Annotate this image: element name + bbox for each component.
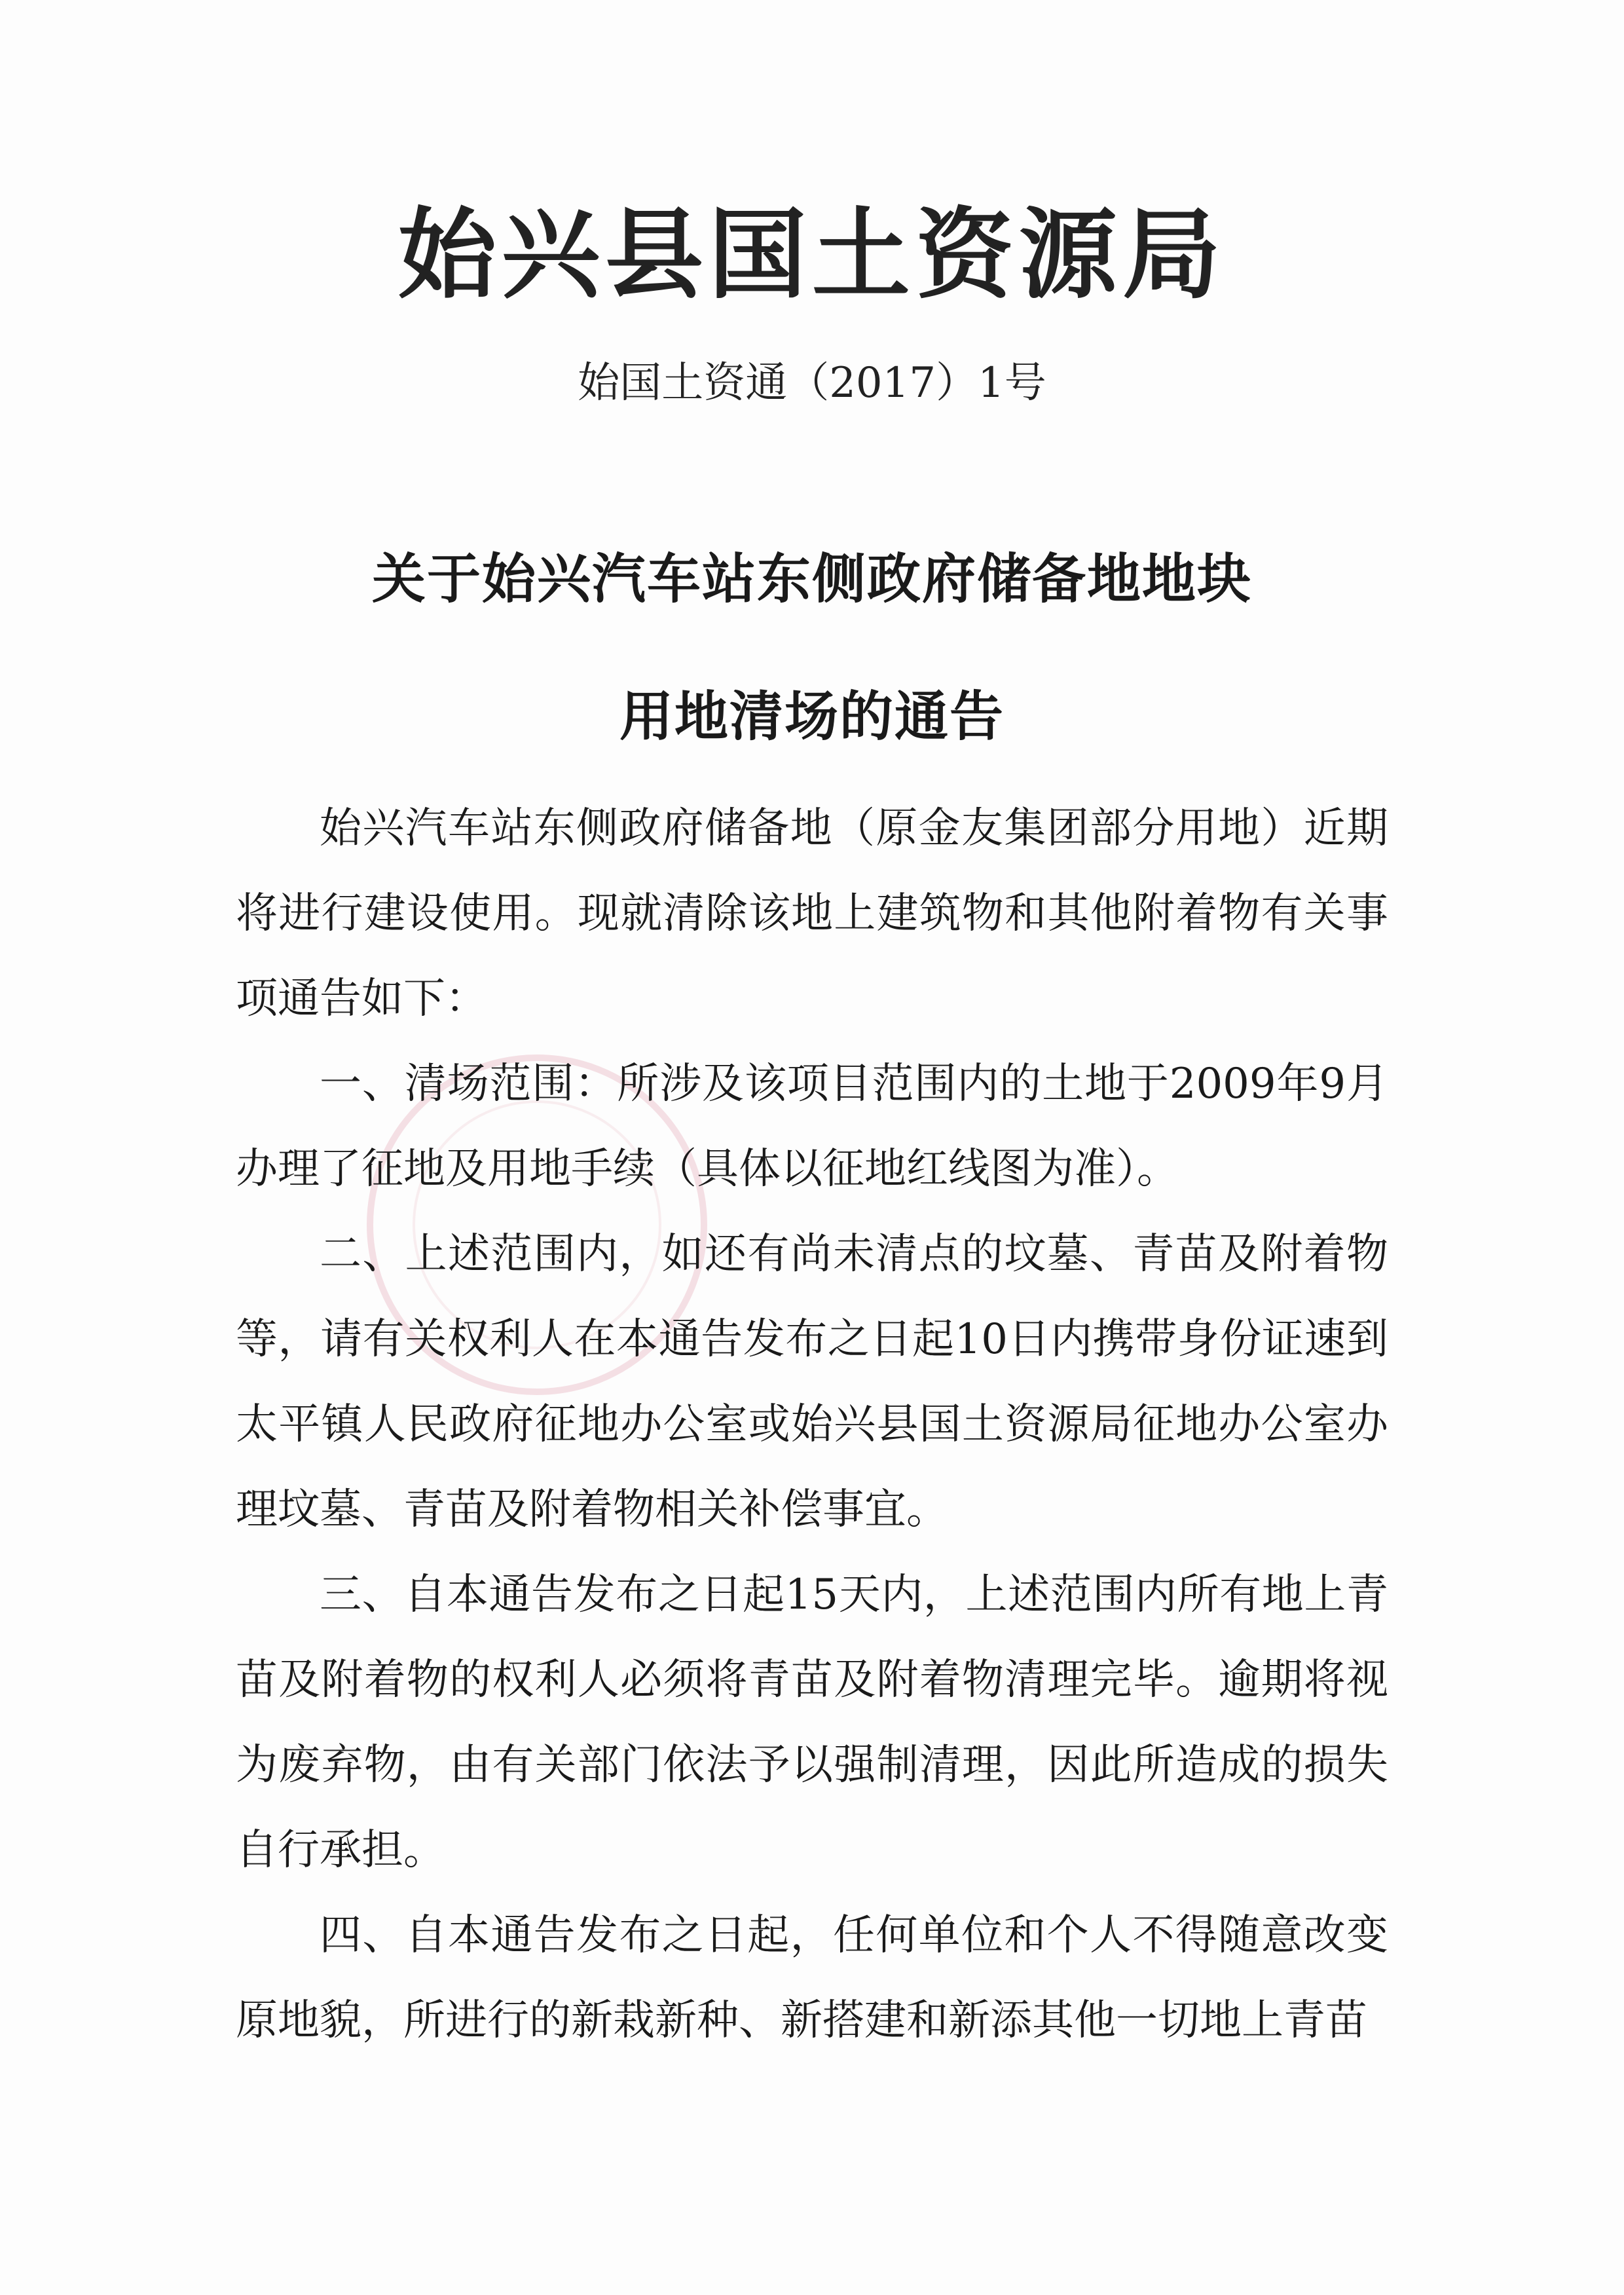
body-paragraph-item-1: 一、清场范围：所涉及该项目范围内的土地于2009年9月办理了征地及用地手续（具体以征地红线图为准）。 <box>236 1060 1388 1193</box>
notice-title-line-1: 关于始兴汽车站东侧政府储备地地块 <box>371 548 1252 610</box>
notice-title-line-2: 用地清场的通告 <box>619 686 1005 748</box>
notice-body <box>236 786 1388 2063</box>
body-paragraph-item-4: 四、自本通告发布之日起，任何单位和个人不得随意改变原地貌，所进行的新栽新种、新搭建和新添其他一切地上青苗 <box>236 1911 1388 2045</box>
issuer-heading: 始兴县国土资源局 <box>397 198 1226 312</box>
document-number: 始国土资通（2017）1号 <box>578 359 1046 407</box>
body-paragraph-item-3: 三、自本通告发布之日起15天内，上述范围内所有地上青苗及附着物的权利人必须将青苗及附着物清理完毕。逾期将视为废弃物，由有关部门依法予以强制清理，因此所造成的损失自行承担。 <box>236 1571 1388 1875</box>
body-paragraph-item-2: 二、上述范围内，如还有尚未清点的坟墓、青苗及附着物等，请有关权利人在本通告发布之日起10日内携带身份证速到太平镇人民政府征地办公室或始兴县国土资源局征地办公室办理坟墓、青苗及附着物相关补偿事宜。 <box>236 1230 1388 1534</box>
body-paragraph-intro: 始兴汽车站东侧政府储备地（原金友集团部分用地）近期将进行建设使用。现就清除该地上建筑物和其他附着物有关事项通告如下： <box>236 804 1388 1023</box>
